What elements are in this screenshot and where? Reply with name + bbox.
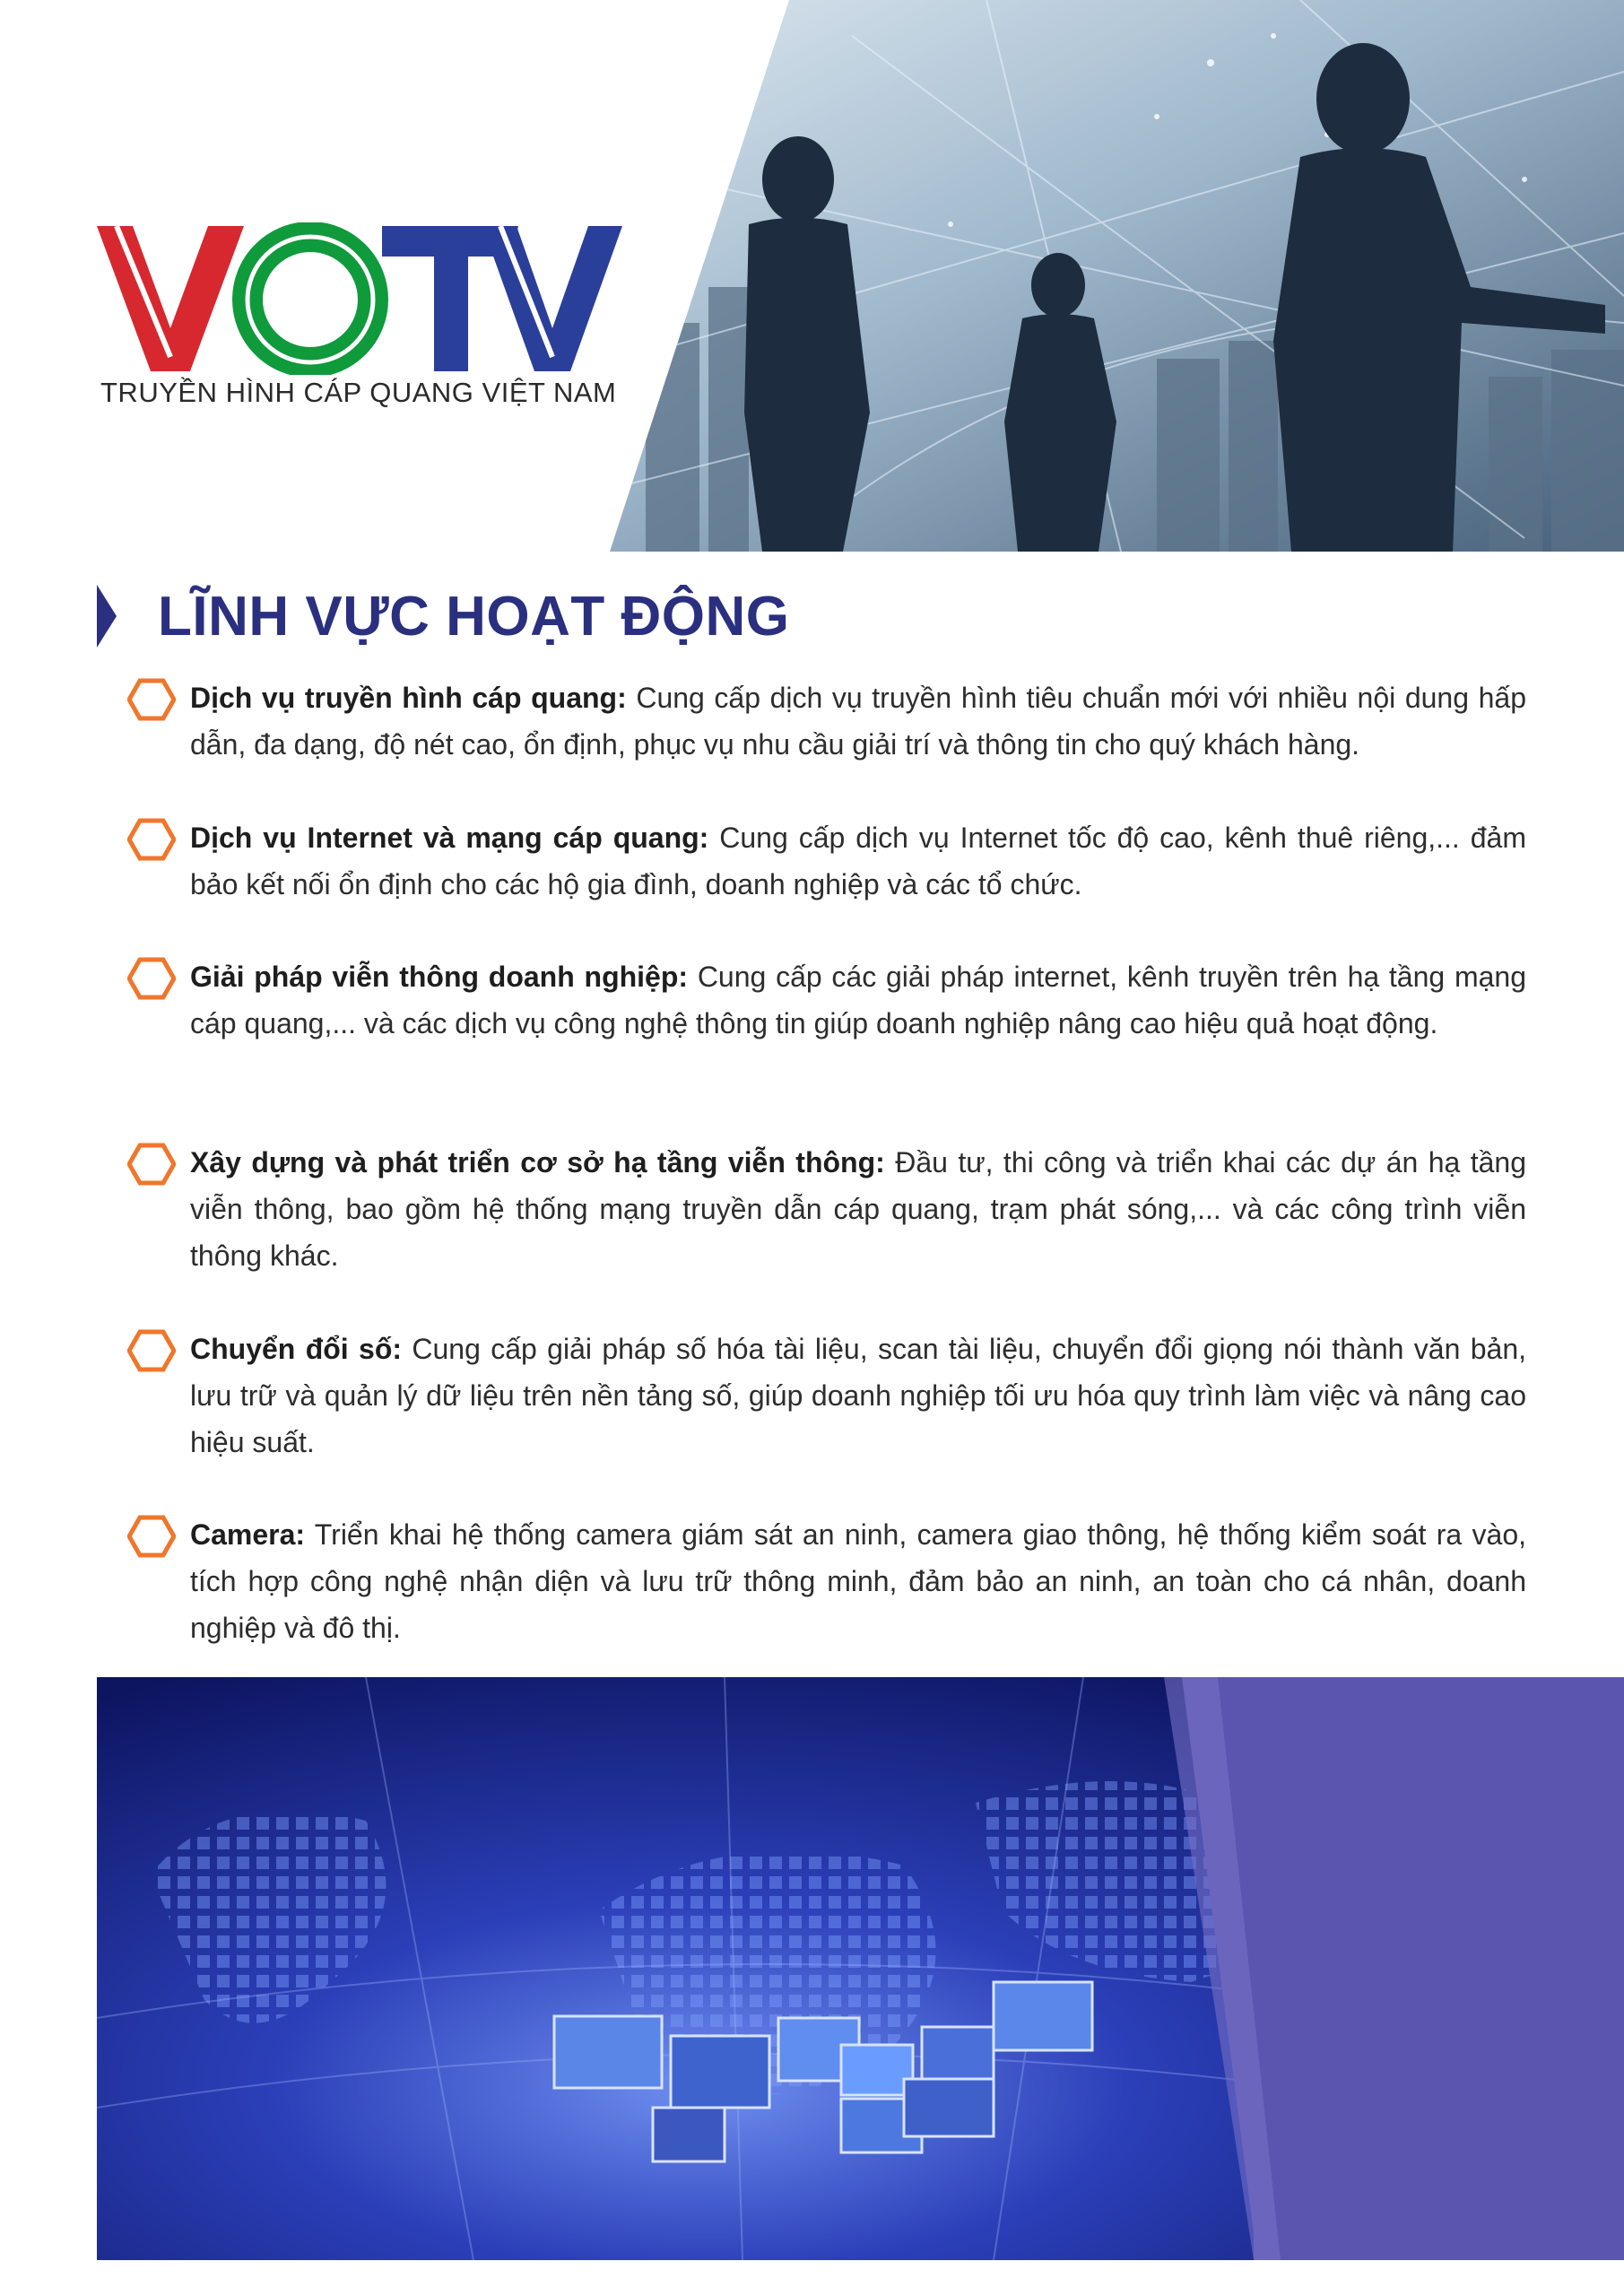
logo-tagline: TRUYỀN HÌNH CÁP QUANG VIỆT NAM	[100, 377, 617, 408]
item-text	[190, 1139, 1526, 1279]
section-title: LĨNH VỰC HOẠT ĐỘNG	[158, 585, 790, 648]
hexagon-bullet-icon	[127, 1329, 176, 1372]
item-text	[190, 1326, 1526, 1465]
hexagon-bullet-icon	[127, 957, 176, 1000]
item-description: Cung cấp giải pháp số hóa tài liệu, scan tài liệu, chuyển đổi giọng nói thành văn bản, lưu trữ và quản lý dữ liệu trên nền tảng số, giúp doanh nghiệp tối ưu hóa quy trình làm việc và nâng cao hiệu suất.	[190, 1333, 1527, 1458]
item-text	[190, 953, 1526, 1047]
item-title: Camera:	[190, 1518, 306, 1551]
item-description: Cung cấp các giải pháp internet, kênh truyền trên hạ tầng mạng cáp quang,... và các dịch vụ công nghệ thông tin giúp doanh nghiệp nâng cao hiệu quả hoạt động.	[190, 961, 1527, 1039]
hexagon-bullet-icon	[127, 1143, 176, 1186]
votv-logo-mark	[97, 222, 626, 375]
section-heading	[97, 585, 790, 648]
item-text	[190, 674, 1526, 768]
item-title: Xây dựng và phát triển cơ sở hạ tầng viễn thông:	[190, 1146, 885, 1178]
item-description: Triển khai hệ thống camera giám sát an ninh, camera giao thông, hệ thống kiểm soát ra vào, tích hợp công nghệ nhận diện và lưu trữ thông minh, đảm bảo an ninh, an toàn cho cá nhân, doanh nghiệp và đô thị.	[190, 1518, 1526, 1644]
item-title: Dịch vụ truyền hình cáp quang:	[190, 682, 627, 714]
hexagon-bullet-icon	[127, 1515, 176, 1558]
item-description: Đầu tư, thi công và triển khai các dự án hạ tầng viễn thông, bao gồm hệ thống mạng truyền dẫn cáp quang, trạm phát sóng,... và các công trình viễn thông khác.	[190, 1146, 1527, 1272]
item-description: Cung cấp dịch vụ Internet tốc độ cao, kênh thuê riêng,... đảm bảo kết nối ổn định cho các hộ gia đình, doanh nghiệp và các tổ chức.	[190, 822, 1526, 900]
hexagon-bullet-icon	[127, 678, 176, 721]
hexagon-bullet-icon	[127, 818, 176, 861]
item-text	[190, 814, 1526, 908]
item-title: Giải pháp viễn thông doanh nghiệp:	[190, 961, 689, 993]
bottom-banner-image	[97, 1677, 1624, 2260]
item-description: Cung cấp dịch vụ truyền hình tiêu chuẩn mới với nhiều nội dung hấp dẫn, đa dạng, độ nét cao, ổn định, phục vụ nhu cầu giải trí và thông tin cho quý khách hàng.	[190, 682, 1527, 761]
item-title: Dịch vụ Internet và mạng cáp quang:	[190, 822, 709, 854]
heading-arrow-icon	[97, 585, 117, 648]
item-title: Chuyển đổi số:	[190, 1333, 403, 1365]
item-text	[190, 1511, 1526, 1651]
